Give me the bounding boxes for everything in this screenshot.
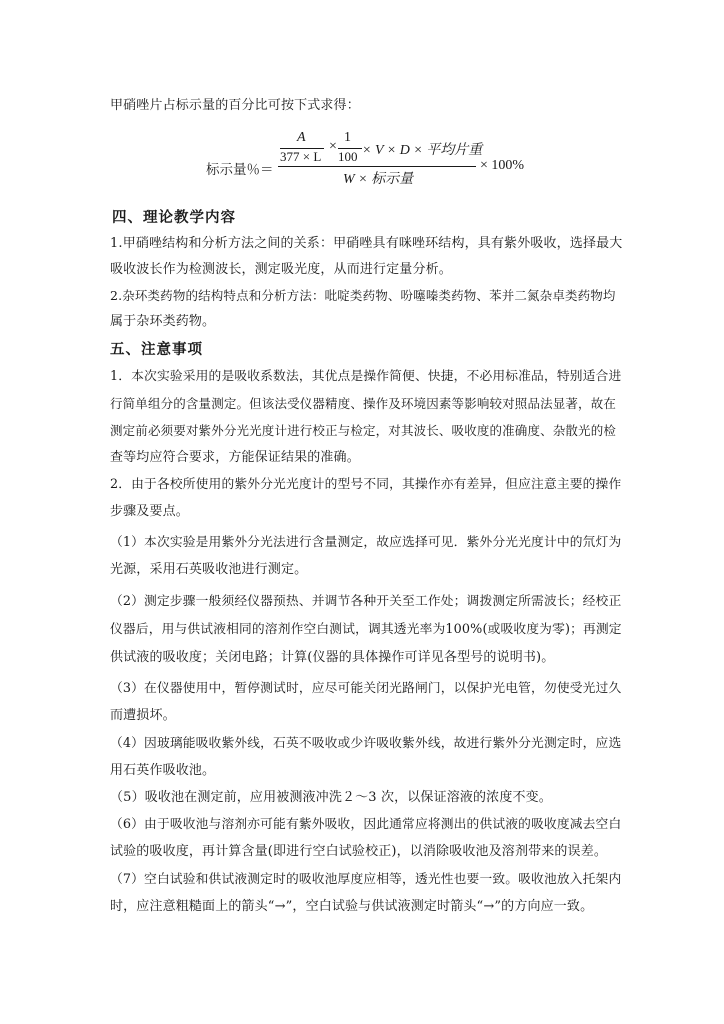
section-5-line: 步骤及要点。	[110, 504, 189, 519]
formula-den-b: 100	[338, 149, 358, 164]
content-formula	[200, 128, 540, 188]
section-5-line: （3）在仪器使用中，暂停测试时，应尽可能关闭光路闸门，以保护光电管，勿使受光过久	[110, 681, 622, 696]
formula-lhs: 标示量％＝	[206, 162, 274, 177]
section-5-line: 行简单组分的含量测定。但该法受仪器精度、操作及环境因素等影响较对照品法显著，故在	[110, 396, 617, 411]
section-5-line: 1．本次实验采用的是吸收系数法，其优点是操作简便、快捷，不必用标准品，特别适合进	[110, 369, 622, 384]
section-5-line: （2）测定步骤一般须经仪器预热、并调节各种开关至工作处；调拨测定所需波长；经校正	[110, 594, 622, 609]
intro-text: 甲硝唑片占标示量的百分比可按下式求得：	[110, 98, 360, 113]
section-5-line: （5）吸收池在测定前，应用被测液冲洗２～3 次，以保证溶液的浓度不变。	[110, 790, 552, 805]
section-5-line: （7）空白试验和供试液测定时的吸收池厚度应相等，透光性也要一致。吸收池放入托架内	[110, 872, 622, 887]
section-5-line: 试验的吸收度，再计算含量(即进行空白试验校正)，以消除吸收池及溶剂带来的误差。	[110, 844, 607, 859]
formula-den-main: W × 标示量	[343, 172, 414, 187]
section-4-line: 属于杂环类药物。	[110, 314, 216, 329]
section-5-line: 而遭损坏。	[110, 708, 176, 723]
formula-main-bar	[278, 166, 476, 167]
section-5-line: （6）由于吸收池与溶剂亦可能有紫外吸收，因此通常应将测出的供试液的吸收度减去空白	[110, 817, 622, 832]
formula-times-rest: × V × D × 平均片重	[362, 143, 483, 158]
section-5-line: 供试液的吸收度；关闭电路；计算(仪器的具体操作可详见各型号的说明书)。	[110, 650, 555, 665]
section-5-line: （4）因玻璃能吸收紫外线，石英不吸收或少许吸收紫外线，故进行紫外分光测定时，应选	[110, 736, 622, 751]
section-5-heading: 五、注意事项	[110, 342, 203, 358]
section-5-line: 查等均应符合要求，方能保证结果的准确。	[110, 450, 360, 465]
section-5-line: 测定前必须要对紫外分光光度计进行校正与检定，对其波长、吸收度的准确度、杂散光的检	[110, 423, 617, 438]
formula-times-1: ×	[329, 139, 337, 154]
section-5-line: 时，应注意粗糙面上的箭头“→”，空白试验与供试液测定时箭头“→”的方向应一致。	[110, 899, 594, 914]
section-5-line: 用石英作吸收池。	[110, 763, 216, 778]
section-4-line: 1.甲硝唑结构和分析方法之间的关系：甲硝唑具有咪唑环结构，具有紫外吸收，选择最大	[110, 236, 623, 251]
formula-num-a: A	[297, 130, 306, 145]
section-5-line: 2．由于各校所使用的紫外分光光度计的型号不同，其操作亦有差异，但应注意主要的操作	[110, 477, 622, 492]
formula-den-a: 377 × L	[280, 149, 322, 164]
section-4-heading: 四、理论教学内容	[112, 210, 236, 226]
section-5-line: （1）本次实验是用紫外分光法进行含量测定，故应选择可见．紫外分光光度计中的氘灯为	[110, 535, 622, 550]
formula-num-b: 1	[344, 130, 351, 145]
section-5-line: 光源，采用石英吸收池进行测定。	[110, 562, 308, 577]
section-4-line: 吸收波长作为检测波长，测定吸光度，从而进行定量分析。	[110, 262, 452, 277]
formula-tail: × 100%	[480, 158, 525, 173]
section-5-line: 仪器后，用与供试液相同的溶剂作空白测试，调其透光率为100%(或吸收度为零)；再测定	[110, 622, 622, 637]
section-4-line: 2.杂环类药物的结构特点和分析方法：吡啶类药物、吩噻嗪类药物、苯并二氮杂卓类药物均	[110, 288, 616, 303]
